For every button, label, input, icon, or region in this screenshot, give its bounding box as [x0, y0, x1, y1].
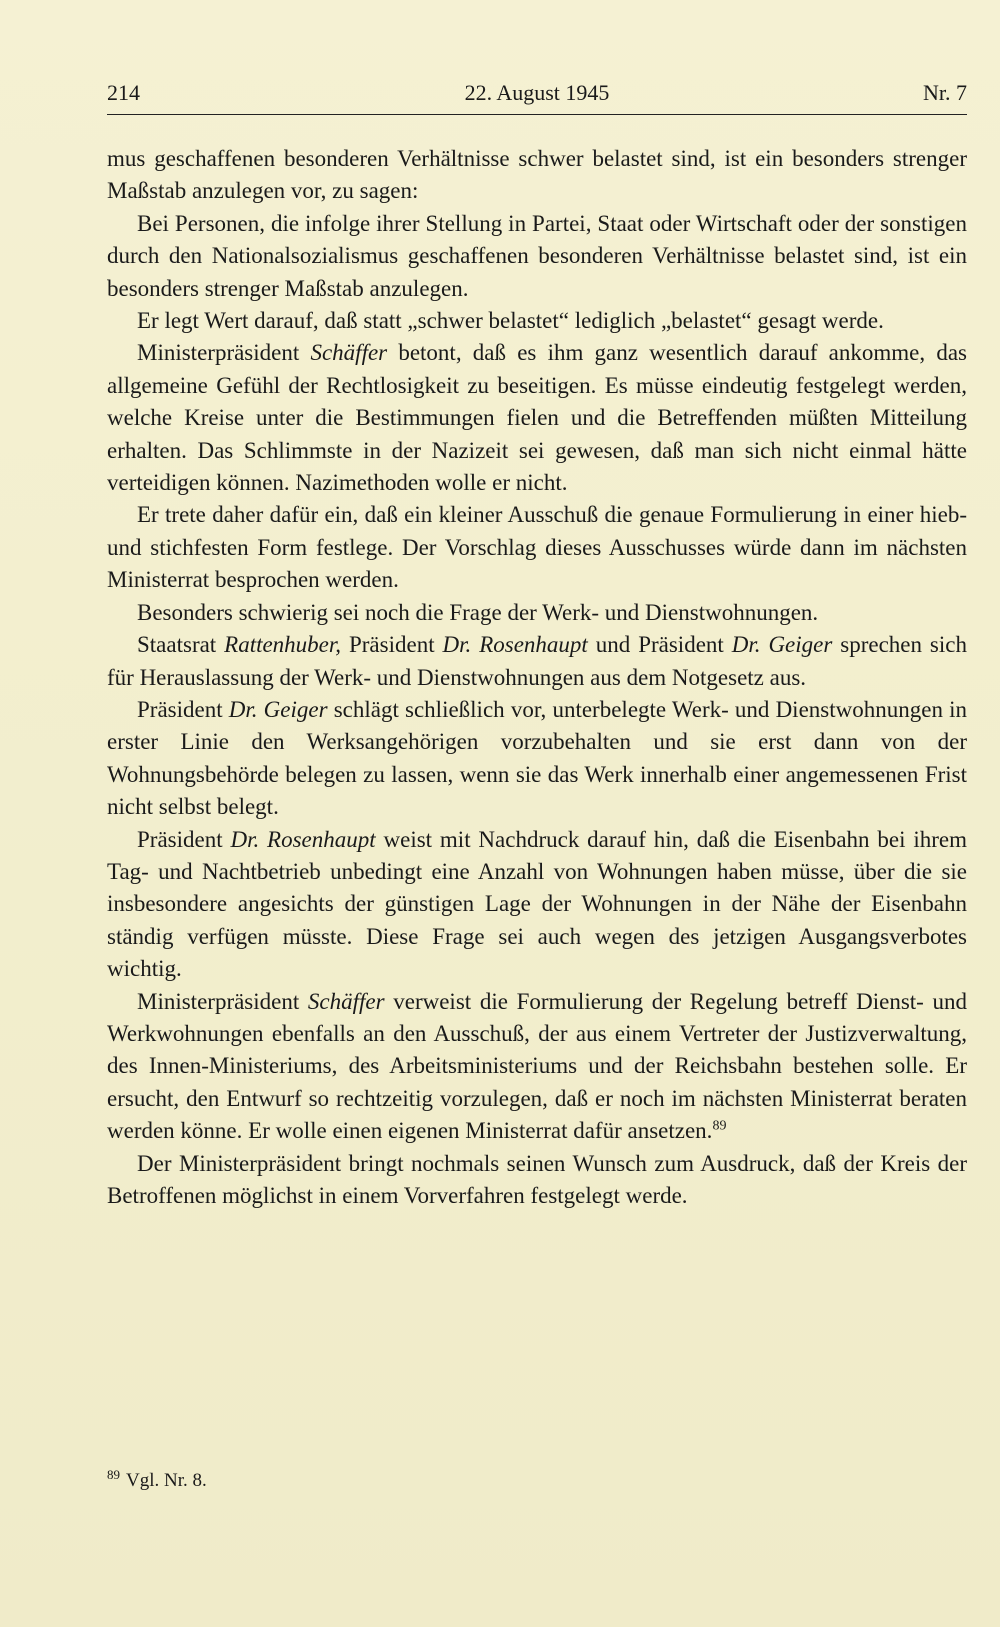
speaker-name: Dr. Rosenhaupt: [230, 826, 376, 852]
paragraph-schaeffer-referral: [107, 986, 967, 1148]
paragraph-schaeffer-statement: [107, 337, 967, 499]
paragraph-rosenhaupt-statement: [107, 824, 967, 986]
paragraph-exclusion-statement: [107, 629, 967, 694]
footnote-mark: 89: [107, 1466, 120, 1482]
document-number: Nr. 7: [923, 80, 967, 105]
text-fragment: weist mit Nachdruck darauf hin, daß die Eisenbahn bei ihrem Tag- und Nachtbetrieb unbedingt eine Anzahl von Wohnungen haben müsse, über die sie insbesondere angesichts der günstigen Lage der Wohnungen in der Nähe der Eisenbahn ständig verfügen müsste. Diese Frage sei auch wegen des jetzigen Ausgangsverbotes wichtig.: [107, 826, 967, 982]
text-fragment: sprechen sich für Herauslassung der Werk- und Dienstwohnungen aus dem Notgesetz aus.: [107, 632, 967, 690]
paragraph-continued: mus geschaffenen besonderen Verhältnisse schwer belastet sind, ist ein besonders strenger Maßstab anzulegen vor, zu sagen:: [107, 146, 967, 204]
text-fragment: Präsident: [341, 632, 443, 658]
text-fragment: Präsident: [137, 826, 231, 852]
paragraph-closing-wish: Der Ministerpräsident bringt nochmals seinen Wunsch zum Ausdruck, daß der Kreis der Betroffenen möglichst in einem Vorverfahren festgelegt werde.: [107, 1150, 967, 1208]
footnote-text: Vgl. Nr. 8.: [126, 1470, 207, 1491]
text-fragment: Staatsrat: [137, 632, 225, 658]
header-rule: [107, 114, 967, 115]
text-fragment: betont, daß es ihm ganz wesentlich darauf ankomme, das allgemeine Gefühl der Rechtlosigkeit zu beseitigen. Es müsse eindeutig festgelegt werden, welche Kreise unter die Bestimmungen fielen und die Betreffenden müßten Mitteilung erhalten. Das Schlimmste in der Nazizeit sei gewesen, daß man sich nicht einmal hätte verteidigen können. Nazimethoden wolle er nicht.: [107, 340, 967, 496]
speaker-name: Dr. Geiger: [228, 696, 328, 722]
speaker-name: Dr. Geiger: [731, 632, 833, 658]
running-header: [107, 78, 967, 114]
page-number: 214: [107, 80, 140, 105]
body-text: [107, 143, 967, 1212]
text-fragment: Ministerpräsident: [137, 988, 308, 1014]
footnote: [107, 1468, 967, 1494]
text-fragment: Präsident: [137, 696, 229, 722]
paragraph-housing-question: Besonders schwierig sei noch die Frage der Werk- und Dienstwohnungen.: [137, 599, 819, 625]
text-fragment: Ministerpräsident: [137, 340, 311, 366]
speaker-name: Schäffer: [310, 340, 388, 366]
header-date: 22. August 1945: [464, 80, 610, 105]
text-fragment: verweist die Formulierung der Regelung betreff Dienst- und Werkwohnungen ebenfalls an den Ausschuß, der aus einem Vertreter der Justizverwaltung, des Innen-Ministeriums, des Arbeitsministeriums und der Reichsbahn bestehen solle. Er ersucht, den Entwurf so rechtzeitig vorzulegen, daß er noch im nächsten Ministerrat beraten werden könne. Er wolle einen eigenen Ministerrat dafür ansetzen.: [107, 988, 967, 1144]
speaker-name: Schäffer: [307, 988, 385, 1014]
paragraph-wording-note: Er legt Wert darauf, daß statt „schwer belastet“ lediglich „belastet“ gesagt werde.: [137, 308, 884, 334]
paragraph-geiger-proposal: [107, 694, 967, 824]
text-fragment: und Präsident: [587, 632, 732, 658]
speaker-name: Rattenhuber,: [224, 632, 342, 658]
speaker-name: Dr. Rosenhaupt: [442, 632, 588, 658]
paragraph-proposed-wording: Bei Personen, die infolge ihrer Stellung in Partei, Staat oder Wirtschaft oder der sonstigen durch den Nationalsozialismus geschaffenen besonderen Verhältnisse belastet sind, ist ein besonders strenger Maßstab anzulegen.: [107, 210, 967, 301]
footnote-reference[interactable]: 89: [712, 1118, 727, 1134]
text-fragment: schlägt schließlich vor, unterbelegte Werk- und Dienstwohnungen in erster Linie den Werksangehörigen vorzubehalten und sie erst dann von der Wohnungsbehörde belegen zu lassen, wenn sie das Werk innerhalb einer angemessenen Frist nicht selbst belegt.: [107, 696, 967, 820]
paragraph-committee-proposal: Er trete daher dafür ein, daß ein kleiner Ausschuß die genaue Formulierung in einer hieb- und stichfesten Form festlege. Der Vorschlag dieses Ausschusses würde dann im nächsten Ministerrat besprochen werden.: [107, 502, 967, 593]
